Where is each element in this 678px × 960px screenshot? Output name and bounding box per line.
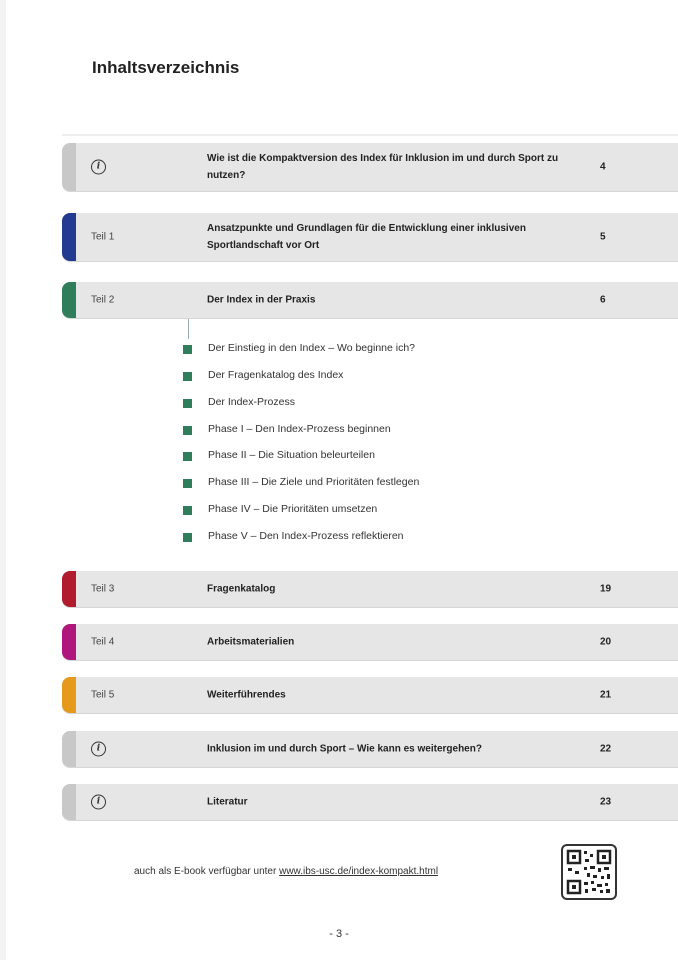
subitem-label[interactable]: Phase V – Den Index-Prozess reflektieren (208, 530, 404, 542)
info-icon: i (91, 742, 106, 757)
row-stripe (62, 571, 76, 607)
toc-row-label: Teil 1 (91, 231, 115, 243)
subitem-label[interactable]: Phase I – Den Index-Prozess beginnen (208, 423, 391, 435)
square-bullet-icon (183, 372, 192, 381)
toc-row-label: Teil 3 (91, 583, 115, 595)
page-title: Inhaltsverzeichnis (92, 58, 240, 77)
toc-row-title[interactable]: Wie ist die Kompaktversion des Index für Inklusion im und durch Sport zu nutzen? (207, 153, 559, 181)
divider (62, 134, 678, 136)
toc-row-outlook[interactable] (62, 731, 678, 767)
subitem-label[interactable]: Phase III – Die Ziele und Prioritäten festlegen (208, 476, 420, 488)
page-number: - 3 - (329, 928, 349, 940)
info-icon: i (91, 795, 106, 810)
toc-row-title[interactable]: Arbeitsmaterialien (207, 636, 295, 648)
toc-row-teil-1[interactable] (62, 213, 678, 261)
toc-row-teil-5[interactable] (62, 677, 678, 713)
subitem-label[interactable]: Der Fragenkatalog des Index (208, 369, 344, 381)
toc-row-title[interactable]: Fragenkatalog (207, 583, 276, 595)
toc-row-page: 6 (600, 294, 606, 306)
row-stripe (62, 784, 76, 820)
toc-row-title[interactable]: Literatur (207, 796, 248, 808)
toc-row-intro[interactable] (62, 143, 678, 191)
row-stripe (62, 282, 76, 318)
subitem-connector (188, 319, 189, 339)
page-edge (0, 0, 6, 960)
row-stripe (62, 677, 76, 713)
toc-row-literatur[interactable] (62, 784, 678, 820)
subitem-label[interactable]: Phase IV – Die Prioritäten umsetzen (208, 503, 378, 515)
toc-row-label: Teil 5 (91, 689, 115, 701)
toc-row-title[interactable]: Inklusion im und durch Sport – Wie kann es weitergehen? (207, 743, 482, 755)
toc-row-title[interactable]: Weiterführendes (207, 689, 286, 701)
toc-row-page: 22 (600, 743, 612, 755)
square-bullet-icon (183, 506, 192, 515)
info-icon: i (91, 160, 106, 175)
toc-row-page: 21 (600, 689, 612, 701)
toc-row-teil-2[interactable] (62, 282, 678, 318)
ebook-link[interactable]: www.ibs-usc.de/index-kompakt.html (279, 866, 439, 877)
toc-row-label: Teil 2 (91, 294, 115, 306)
square-bullet-icon (183, 533, 192, 542)
subitem-label[interactable]: Phase II – Die Situation beleurteilen (208, 449, 375, 461)
square-bullet-icon (183, 452, 192, 461)
toc-row-page: 23 (600, 796, 612, 808)
row-stripe (62, 143, 76, 191)
square-bullet-icon (183, 479, 192, 488)
square-bullet-icon (183, 426, 192, 435)
subitem-label[interactable]: Der Index-Prozess (208, 396, 295, 408)
toc-row-page: 4 (600, 161, 606, 173)
row-stripe (62, 213, 76, 261)
row-stripe (62, 731, 76, 767)
qr-code-icon (561, 844, 617, 900)
toc-row-page: 20 (600, 636, 612, 648)
ebook-note (134, 866, 438, 877)
toc-row-teil-3[interactable] (62, 571, 678, 607)
toc-row-title[interactable]: Ansatzpunkte und Grundlagen für die Entwicklung einer inklusiven Sportlandschaft vor Ort (207, 223, 526, 251)
toc-row-page: 19 (600, 583, 612, 595)
subitem-label[interactable]: Der Einstieg in den Index – Wo beginne ich? (208, 342, 416, 354)
square-bullet-icon (183, 399, 192, 408)
toc-row-teil-4[interactable] (62, 624, 678, 660)
ebook-note-text: auch als E-book verfügbar unter (134, 866, 277, 877)
row-stripe (62, 624, 76, 660)
toc-row-page: 5 (600, 231, 606, 243)
toc-row-label: Teil 4 (91, 636, 115, 648)
toc-row-title[interactable]: Der Index in der Praxis (207, 294, 316, 306)
square-bullet-icon (183, 345, 192, 354)
